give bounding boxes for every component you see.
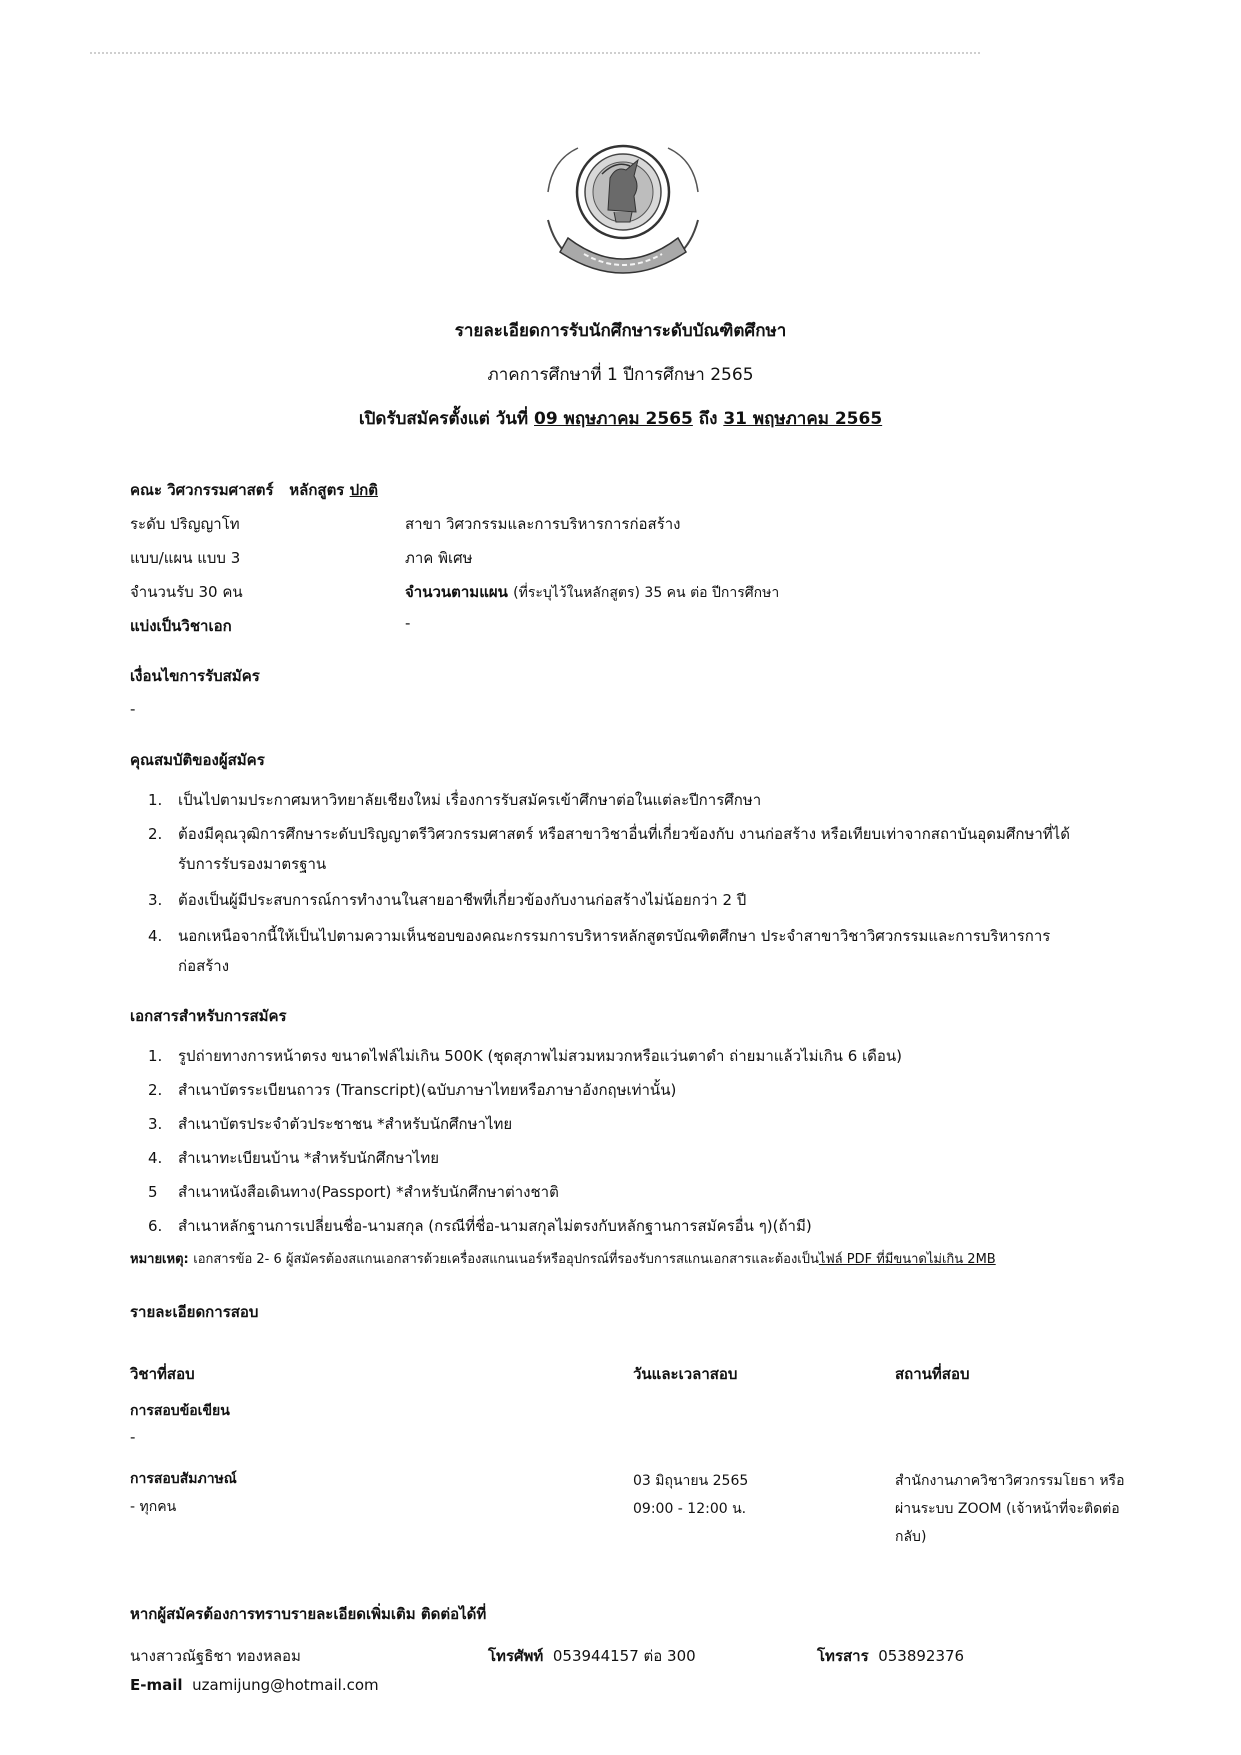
qualifications-heading: คุณสมบัติของผู้สมัคร [130, 751, 265, 769]
interview-who: - ทุกคน [130, 1499, 177, 1515]
interview-place-line: กลับ) [895, 1529, 927, 1545]
degree-level: ระดับ ปริญญาโท [130, 515, 240, 533]
exam-heading: รายละเอียดการสอบ [130, 1303, 259, 1321]
intake-count: จำนวนรับ 30 คน [130, 583, 243, 601]
item-number: 3. [148, 1115, 163, 1133]
planned-count [405, 580, 779, 604]
curriculum-label: หลักสูตร [289, 481, 350, 499]
item-number: 2. [148, 1081, 163, 1099]
scan-artifact-dots [90, 52, 980, 58]
item-number: 5 [148, 1183, 158, 1201]
document-item [148, 1146, 439, 1170]
document-item [148, 1214, 812, 1238]
item-number: 3. [148, 891, 163, 909]
col-datetime: วันและเวลาสอบ [633, 1365, 738, 1383]
document-item [148, 1078, 676, 1102]
phone-label: โทรศัพท์ [488, 1647, 544, 1665]
document-title: รายละเอียดการรับนักศึกษาระดับบัณฑิตศึกษา [454, 321, 787, 341]
period-prefix: เปิดรับสมัครตั้งแต่ วันที่ [358, 409, 535, 429]
item-text: รูปถ่ายทางการหน้าตรง ขนาดไฟล์ไม่เกิน 500K (ชุดสุภาพไม่สวมหมวกหรือแว่นตาดำ ถ่ายมาแล้วไม่เกิน 6 เดือน) [178, 1047, 902, 1065]
item-text: สำเนาหนังสือเดินทาง(Passport) *สำหรับนักศึกษาต่างชาติ [178, 1183, 559, 1201]
interview-place-line: สำนักงานภาควิชาวิศวกรรมโยธา หรือ [895, 1473, 1125, 1489]
note-underlined: ไฟล์ PDF ที่มีขนาดไม่เกิน 2MB [818, 1252, 996, 1267]
faculty-line [130, 478, 378, 502]
col-subject: วิชาที่สอบ [130, 1365, 195, 1383]
item-text: ต้องเป็นผู้มีประสบการณ์การทำงานในสายอาชีพที่เกี่ยวข้องกับงานก่อสร้างไม่น้อยกว่า 2 ปี [178, 891, 747, 909]
fax-label: โทรสาร [817, 1647, 869, 1665]
item-text: สำเนาหลักฐานการเปลี่ยนชื่อ-นามสกุล (กรณีที่ชื่อ-นามสกุลไม่ตรงกับหลักฐานการสมัครอื่น ๆ)(ถ้ามี) [178, 1217, 812, 1235]
interview-time: 09:00 - 12:00 น. [633, 1501, 747, 1517]
item-number: 4. [148, 1149, 163, 1167]
item-text: สำเนาทะเบียนบ้าน *สำหรับนักศึกษาไทย [178, 1149, 439, 1167]
conditions-value: - [130, 700, 136, 718]
contact-fax [817, 1644, 964, 1668]
item-number: 4. [148, 927, 163, 945]
period-end-date: 31 พฤษภาคม 2565 [723, 409, 883, 429]
conditions-heading: เงื่อนไขการรับสมัคร [130, 667, 260, 685]
planned-label: จำนวนตามแผน [405, 583, 514, 601]
qualification-item [148, 822, 1070, 846]
document-item [148, 1180, 559, 1204]
semester-line: ภาคการศึกษาที่ 1 ปีการศึกษา 2565 [487, 365, 754, 385]
qualification-item [148, 788, 761, 812]
documents-heading: เอกสารสำหรับการสมัคร [130, 1007, 287, 1025]
phone-value: 053944157 ต่อ 300 [552, 1647, 696, 1665]
contact-email [130, 1676, 379, 1694]
written-exam-label: การสอบข้อเขียน [130, 1403, 230, 1419]
item-text: สำเนาบัตรประจำตัวประชาชน *สำหรับนักศึกษาไทย [178, 1115, 513, 1133]
item-text-continued: ก่อสร้าง [178, 957, 230, 975]
fax-value: 053892376 [878, 1647, 965, 1665]
period-start-date: 09 พฤษภาคม 2565 [534, 409, 693, 429]
email-label: E-mail [130, 1676, 183, 1694]
major: สาขา วิศวกรรมและการบริหารการก่อสร้าง [405, 515, 681, 533]
qualification-item [148, 924, 1050, 948]
item-number: 1. [148, 1047, 163, 1065]
item-text: นอกเหนือจากนี้ให้เป็นไปตามความเห็นชอบของคณะกรรมการบริหารหลักสูตรบัณฑิตศึกษา ประจำสาขาวิชาวิศวกรรมและการบริหารการ [178, 927, 1051, 945]
interview-label: การสอบสัมภาษณ์ [130, 1471, 237, 1487]
division: ภาค พิเศษ [405, 549, 473, 567]
qualification-item [148, 888, 746, 912]
application-period [0, 405, 1241, 432]
note-text: เอกสารข้อ 2- 6 ผู้สมัครต้องสแกนเอกสารด้วยเครื่องสแกนเนอร์หรืออุปกรณ์ที่รองรับการสแกนเอกสารและต้องเป็น [193, 1252, 819, 1267]
study-plan: แบบ/แผน แบบ 3 [130, 549, 241, 567]
contact-phone [488, 1644, 696, 1668]
documents-note [130, 1248, 996, 1269]
item-number: 6. [148, 1217, 163, 1235]
email-value[interactable]: uzamijung@hotmail.com [192, 1676, 379, 1694]
contact-name: นางสาวณัฐธิชา ทองหลอม [130, 1647, 301, 1665]
period-mid: ถึง [692, 409, 724, 429]
curriculum-value: ปกติ [349, 481, 378, 499]
item-text: ต้องมีคุณวุฒิการศึกษาระดับปริญญาตรีวิศวกรรมศาสตร์ หรือสาขาวิชาอื่นที่เกี่ยวข้องกับ งานก่อสร้าง หรือเทียบเท่าจากสถาบันอุดมศึกษาที่ได้ [178, 825, 1070, 843]
item-text-continued: รับการรับรองมาตรฐาน [178, 855, 327, 873]
written-exam-value: - [130, 1428, 136, 1446]
item-text: เป็นไปตามประกาศมหาวิทยาลัยเชียงใหม่ เรื่องการรับสมัครเข้าศึกษาต่อในแต่ละปีการศึกษา [178, 791, 762, 809]
item-text: สำเนาบัตรระเบียนถาวร (Transcript)(ฉบับภาษาไทยหรือภาษาอังกฤษเท่านั้น) [178, 1081, 677, 1099]
item-number: 2. [148, 825, 163, 843]
interview-place-line: ผ่านระบบ ZOOM (เจ้าหน้าที่จะติดต่อ [895, 1501, 1120, 1517]
document-item [148, 1112, 512, 1136]
specialization-label: แบ่งเป็นวิชาเอก [130, 617, 232, 635]
university-seal-logo [538, 130, 708, 285]
contact-heading: หากผู้สมัครต้องการทราบรายละเอียดเพิ่มเติม ติดต่อได้ที่ [130, 1605, 487, 1623]
planned-value: (ที่ระบุไว้ในหลักสูตร) 35 คน ต่อ ปีการศึกษา [513, 585, 780, 601]
col-place: สถานที่สอบ [895, 1365, 970, 1383]
interview-date: 03 มิถุนายน 2565 [633, 1473, 749, 1489]
note-label: หมายเหตุ: [130, 1252, 194, 1267]
document-item [148, 1044, 902, 1068]
faculty: คณะ วิศวกรรมศาสตร์ [130, 481, 274, 499]
specialization-value: - [405, 614, 411, 632]
item-number: 1. [148, 791, 163, 809]
